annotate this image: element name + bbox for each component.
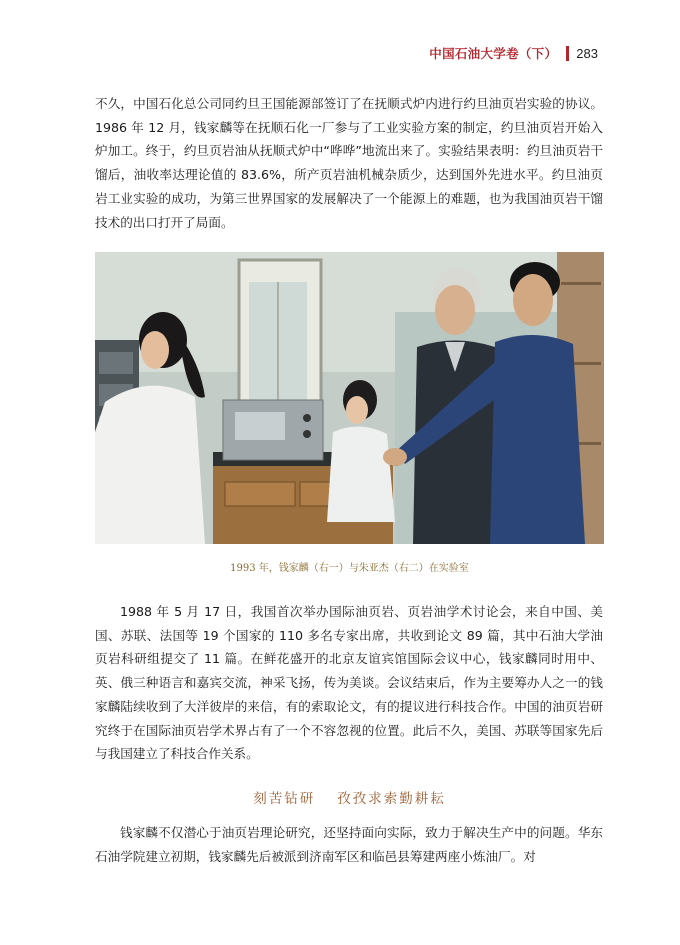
section-heading-part1: 刻苦钻研 — [253, 791, 316, 807]
page-number: 283 — [576, 45, 598, 61]
lab-photo — [95, 252, 604, 544]
paragraph-1: 不久，中国石化总公司同约旦王国能源部签订了在抚顺式炉内进行约旦油页岩实验的协议。1986 年 12 月，钱家麟等在抚顺石化一厂参与了工业实验方案的制定，约旦油页岩开始入炉加工。终于，约旦页岩油从抚顺式炉中“哗哗”地流出来了。实验结果表明：约旦油页岩干馏后，油收率达理论值的 83.6%，所产页岩油机械杂质少，达到国外先进水平。约旦油页岩工业实验的成功，为第三世界国家的发展解决了一个能源上的难题，也为我国油页岩干馏技术的出口打开了局面。 — [95, 96, 603, 230]
header-divider — [566, 46, 569, 61]
section-heading — [95, 787, 604, 807]
book-title: 中国石油大学卷（下） — [429, 46, 558, 61]
section-heading-part2: 孜孜求索勤耕耘 — [337, 791, 446, 807]
paragraph-2: 1988 年 5 月 17 日，我国首次举办国际油页岩、页岩油学术讨论会，来自中国、美国、苏联、法国等 19 个国家的 110 多名专家出席，共收到论文 89 篇，其中石油大学油页岩科研组提交了 11 篇。在鲜花盛开的北京友谊宾馆国际会议中心，钱家麟同时用中、英、俄三种语言和嘉宾交流，神采飞扬，传为美谈。会议结束后，作为主要筹办人之一的钱家麟陆续收到了大洋彼岸的来信，有的索取论文，有的提议进行科技合作。中国的油页岩研究终于在国际油页岩学术界占有了一个不容忽视的位置。此后不久，美国、苏联等国家先后与我国建立了科技合作关系。 — [95, 604, 603, 762]
running-header — [429, 44, 598, 62]
paragraph-3: 钱家麟不仅潜心于油页岩理论研究，还坚持面向实际，致力于解决生产中的问题。华东石油学院建立初期，钱家麟先后被派到济南军区和临邑县筹建两座小炼油厂。对 — [95, 825, 603, 864]
photo-caption: 1993 年，钱家麟（右一）与朱亚杰（右二）在实验室 — [230, 563, 469, 574]
